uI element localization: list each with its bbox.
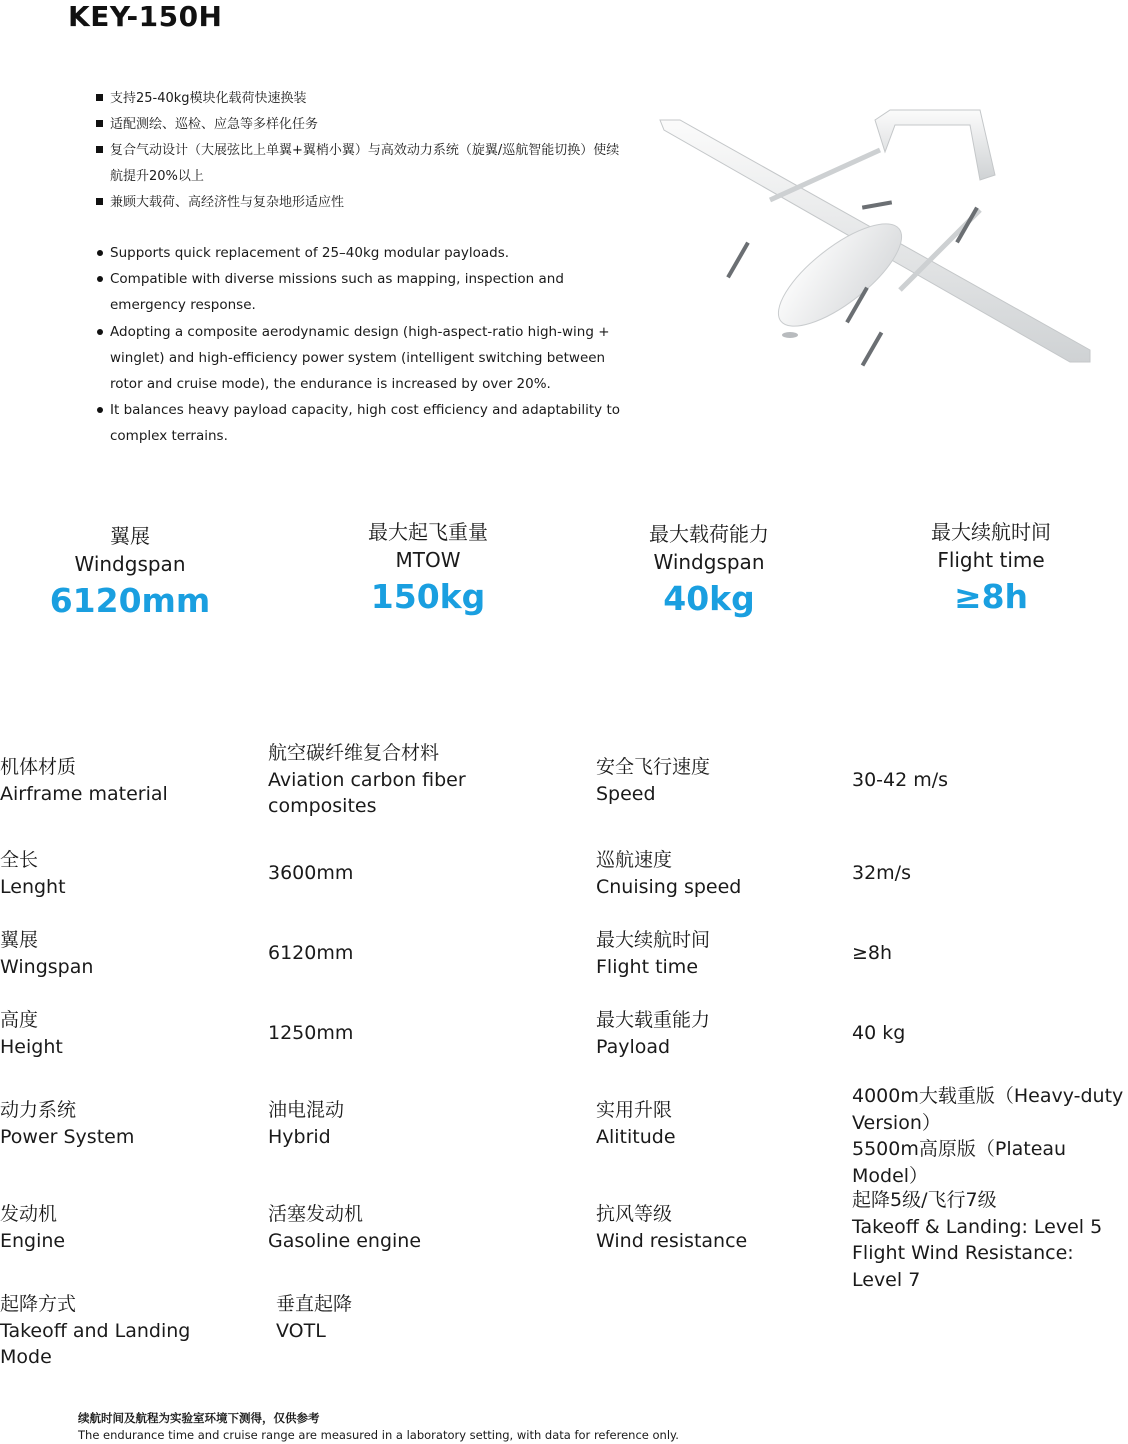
vtol-drone-illustration	[650, 90, 1110, 420]
spec-value: 垂直起降 VOTL	[276, 1293, 353, 1342]
spec-value: 40 kg	[852, 1022, 906, 1044]
feature-item-en: It balances heavy payload capacity, high cost efficiency and adaptability to complex terrains.	[96, 397, 636, 449]
spec-label: 最大载重能力 Payload	[596, 1009, 711, 1058]
stat-payload	[579, 520, 839, 620]
stat-label-cn: 最大载荷能力	[649, 522, 769, 546]
feature-list-en	[96, 240, 636, 450]
spec-label: 动力系统 Power System	[0, 1099, 135, 1148]
feature-item-cn: 支持25-40kg模块化载荷快速换装	[96, 86, 626, 112]
spec-label: 抗风等级 Wind resistance	[596, 1203, 748, 1252]
spec-value: 活塞发动机 Gasoline engine	[268, 1203, 422, 1252]
stat-label-en: Flight time	[937, 548, 1045, 572]
stat-value: 150kg	[370, 577, 486, 616]
spec-value: 3600mm	[268, 862, 354, 884]
feature-list-cn	[96, 86, 626, 216]
stat-label-en: MTOW	[395, 548, 461, 572]
stat-label-cn: 翼展	[110, 524, 150, 548]
spec-label: 巡航速度 Cnuising speed	[596, 849, 742, 898]
stat-wingspan	[0, 522, 260, 622]
feature-item-en: Supports quick replacement of 25–40kg modular payloads.	[96, 240, 636, 266]
spec-label: 发动机 Engine	[0, 1203, 66, 1252]
stat-label-cn: 最大续航时间	[931, 520, 1051, 544]
spec-label: 翼展 Wingspan	[0, 929, 94, 978]
spec-value: 起降5级/飞行7级 Takeoff & Landing: Level 5 Flight Wind Resistance: Level 7	[852, 1189, 1103, 1291]
key-stats	[0, 522, 1128, 632]
spec-value: 30-42 m/s	[852, 769, 949, 791]
spec-label: 起降方式 Takeoff and Landing Mode	[0, 1293, 191, 1368]
stat-value: 6120mm	[49, 581, 211, 620]
stat-flight-time	[861, 518, 1121, 618]
spec-value: 4000m大载重版（Heavy-duty Version） 5500m高原版（Plateau Model）	[852, 1085, 1124, 1187]
stat-mtow	[298, 518, 558, 618]
spec-value: 航空碳纤维复合材料 Aviation carbon fiber composites	[268, 742, 466, 817]
spec-label: 机体材质 Airframe material	[0, 756, 168, 805]
footnote-en: The endurance time and cruise range are measured in a laboratory setting, with data for reference only.	[78, 1428, 679, 1442]
stat-label-en: Windgspan	[74, 552, 186, 576]
spec-label: 实用升限 Alititude	[596, 1099, 676, 1148]
feature-item-cn: 兼顾大载荷、高经济性与复杂地形适应性	[96, 190, 626, 216]
spec-label: 高度 Height	[0, 1009, 63, 1058]
feature-item-en: Compatible with diverse missions such as mapping, inspection and emergency response.	[96, 266, 636, 318]
stat-label-en: Windgspan	[653, 550, 765, 574]
stat-label-cn: 最大起飞重量	[368, 520, 488, 544]
footnote-cn: 续航时间及航程为实验室环境下测得，仅供参考	[78, 1411, 320, 1425]
spec-value: 6120mm	[268, 942, 354, 964]
footnote	[78, 1410, 679, 1444]
spec-label: 最大续航时间 Flight time	[596, 929, 711, 978]
spec-label: 全长 Lenght	[0, 849, 66, 898]
stat-value: ≥8h	[953, 577, 1029, 616]
spec-value: 油电混动 Hybrid	[268, 1099, 345, 1148]
product-title: KEY-150H	[68, 0, 223, 33]
spec-label: 安全飞行速度 Speed	[596, 756, 711, 805]
stat-value: 40kg	[663, 579, 755, 618]
spec-value: 32m/s	[852, 862, 911, 884]
feature-item-cn: 复合气动设计（大展弦比上单翼+翼梢小翼）与高效动力系统（旋翼/巡航智能切换）使续航提升20%以上	[96, 138, 626, 190]
feature-item-en: Adopting a composite aerodynamic design (high-aspect-ratio high-wing + winglet) and high-efficiency power system (intelligent switching between rotor and cruise mode), the endurance is increased by over 20%.	[96, 319, 636, 398]
feature-item-cn: 适配测绘、巡检、应急等多样化任务	[96, 112, 626, 138]
spec-value: ≥8h	[852, 942, 893, 964]
spec-value: 1250mm	[268, 1022, 354, 1044]
